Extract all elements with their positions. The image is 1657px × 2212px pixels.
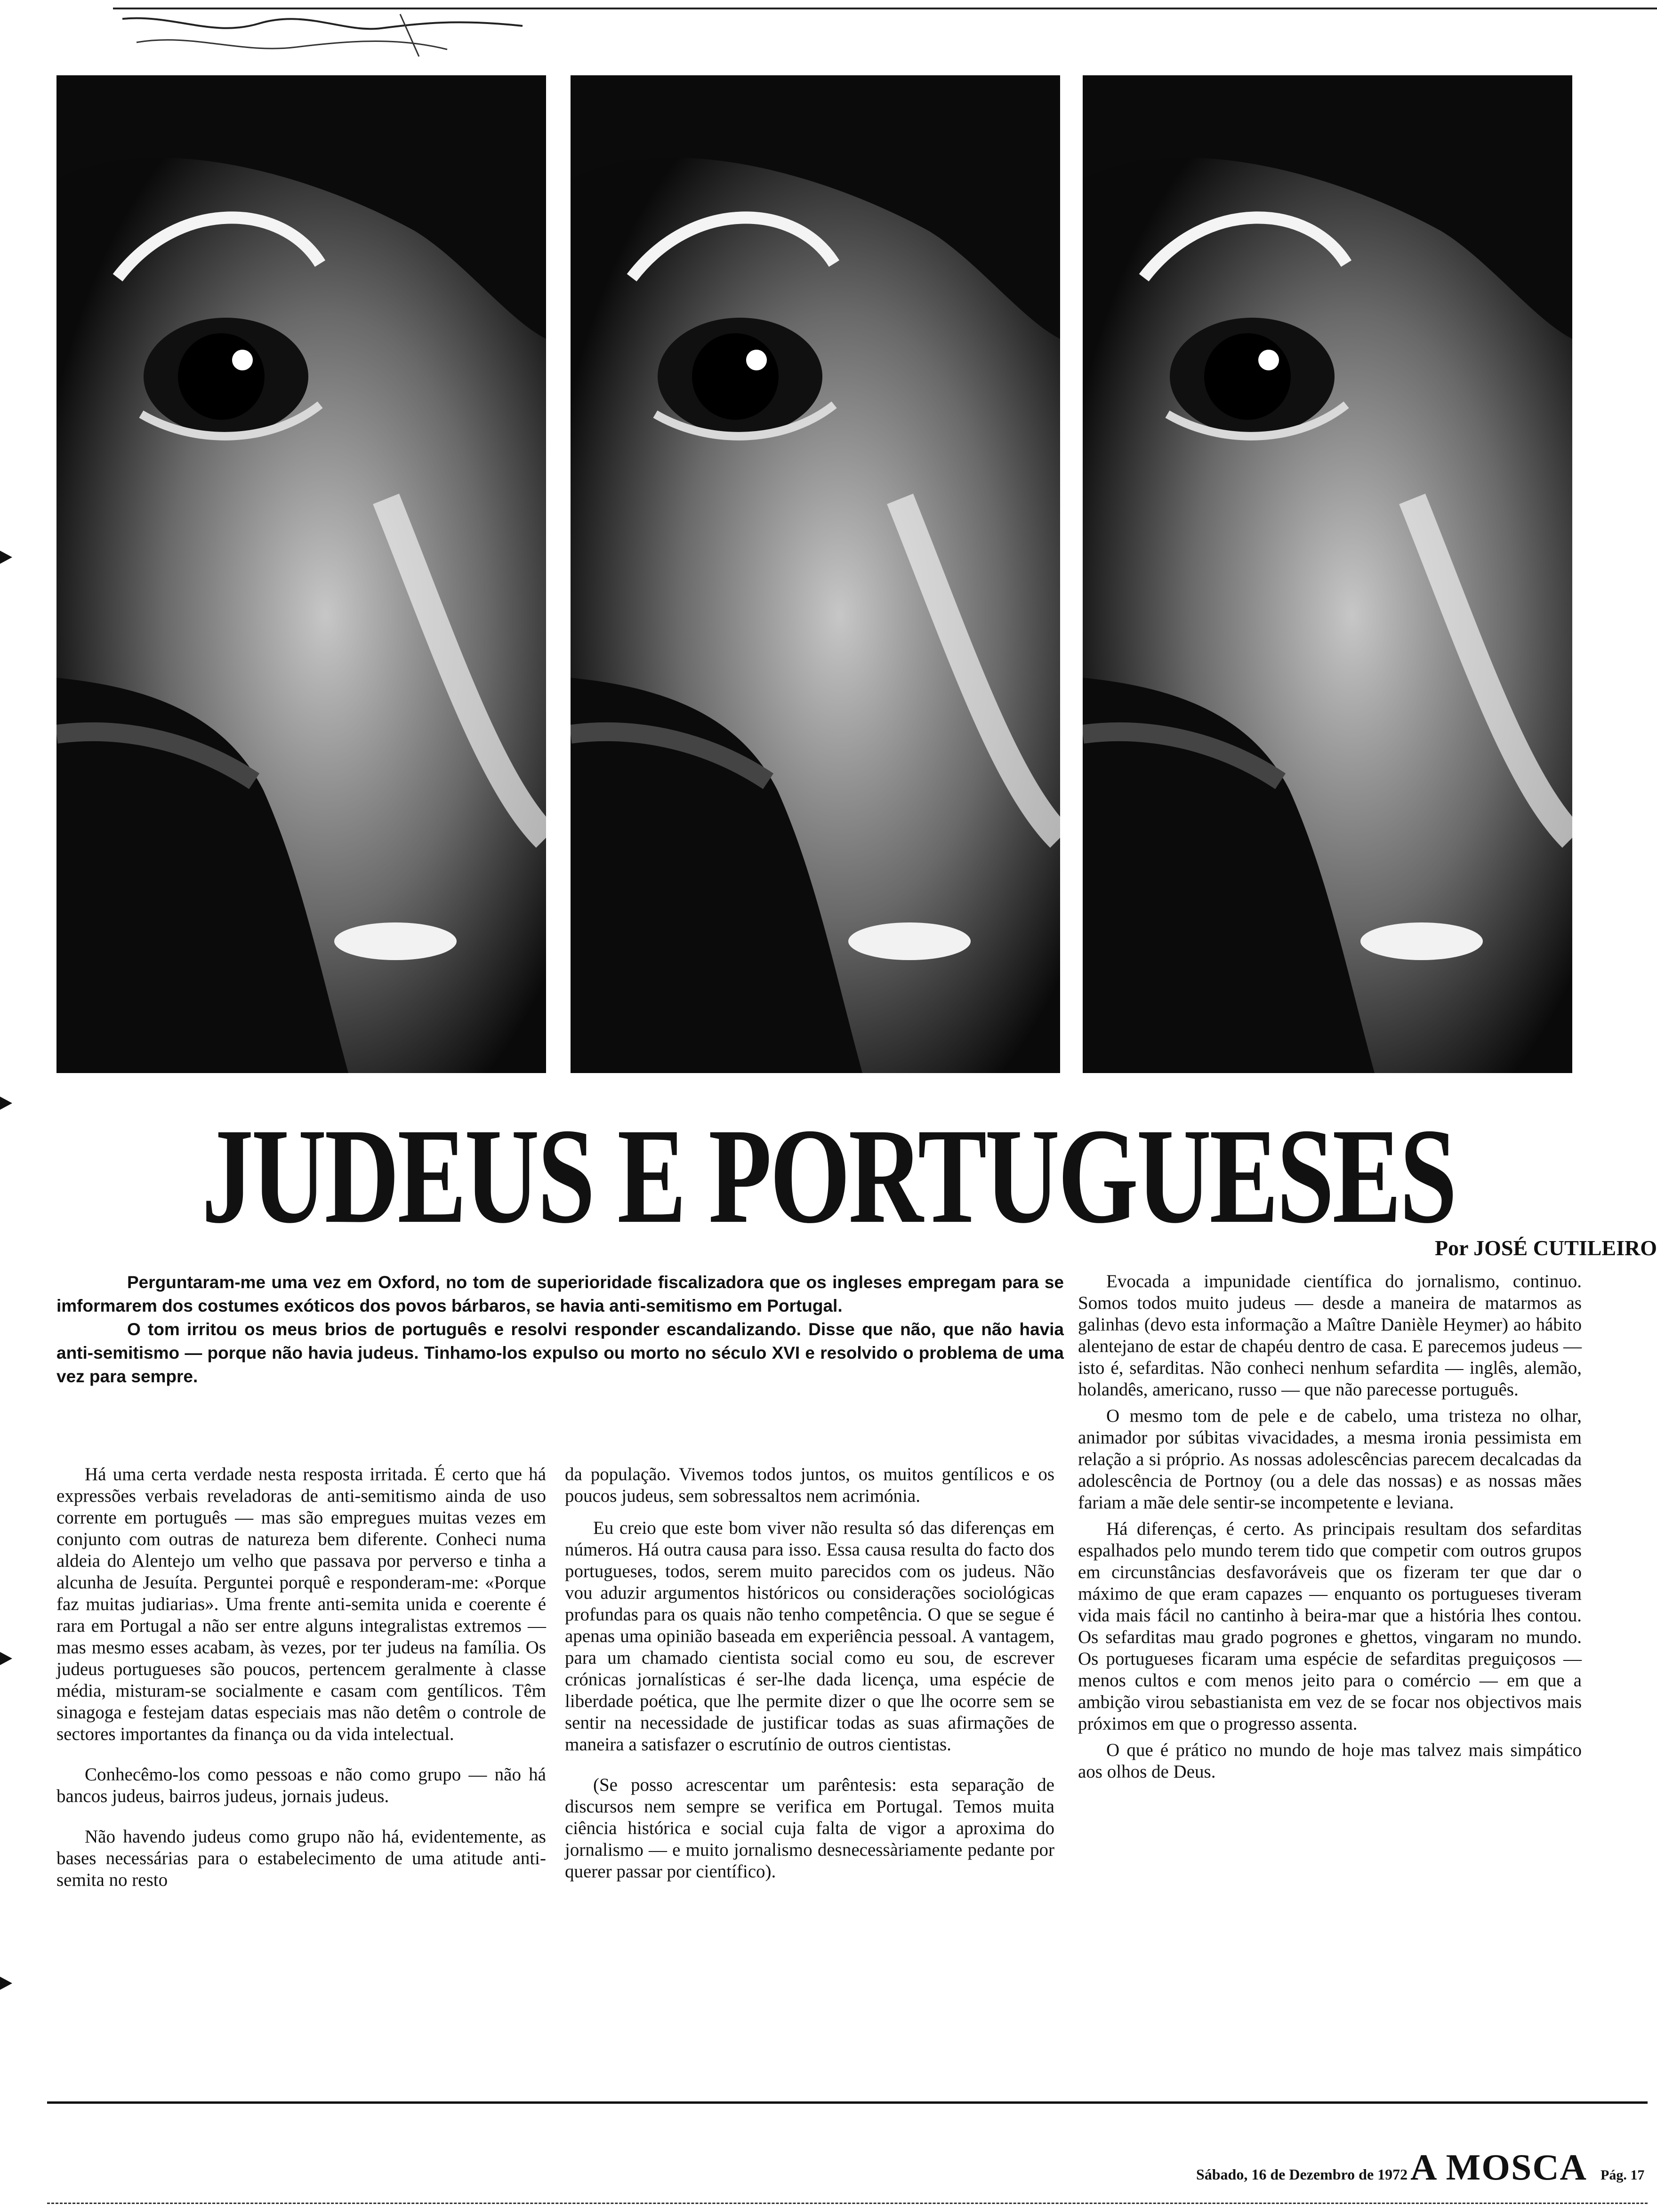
masthead: A MOSCA [1410,2147,1587,2188]
page-footer [56,2146,1657,2188]
margin-arrow-icon [0,1977,12,1990]
page-number: Pág. 17 [1601,2167,1645,2183]
margin-arrow-icon [0,551,12,564]
pen-scribble [118,9,541,61]
body-paragraph: O mesmo tom de pele e de cabelo, uma tristeza no olhar, animador por súbitas vivacidades, a mesma ironia pessimista em relação a si próprio. As nossas adolescências parecem decalcadas da adolescência de Portnoy (ou a dele das nossas) e as nossas mães fariam a mãe dele sentir-se incompetente e leviana. [1078,1406,1582,1513]
lead-paragraph: Perguntaram-me uma vez em Oxford, no tom de superioridade fiscalizadora que os ingleses empregam para se imformarem dos costumes exóticos dos povos bárbaros, se havia anti-semitismo em Portugal. [56,1273,1064,1315]
body-paragraph: Evocada a impunidade científica do jornalismo, continuo. Somos todos muito judeus — desde a maneira de matarmos as galinhas (devo esta informação a Maître Danièle Heymer) ao hábito alentejano de estar de chapéu dentro de casa. E parecemos judeus — isto é, sefarditas. Não conheci nenhum sefardita — inglês, alemão, holandês, americano, russo — que não parecesse português. [1078,1271,1582,1400]
body-paragraph: Não havendo judeus como grupo não há, evidentemente, as bases necessárias para o estabelecimento de uma atitude anti-semita no resto [56,1827,546,1890]
issue-date: Sábado, 16 de Dezembro de 1972 [1196,2166,1408,2183]
body-paragraph: Conhecêmo-los como pessoas e não como grupo — não há bancos judeus, bairros judeus, jornais judeus. [56,1764,546,1806]
margin-arrow-icon [0,1652,12,1665]
byline [73,1235,1657,1261]
body-paragraph: Há uma certa verdade nesta resposta irritada. É certo que há expressões verbais reveladoras de anti-semitismo ainda de uso corrente em português — mas são empregues muitas vezes em conjunto com outras de natureza bem diferente. Conheci numa aldeia do Alentejo um velho que passava por perverso e tinha a alcunha de Jesuíta. Perguntei porquê e responderam-me: «Porque faz muitas judiarias». Uma frente anti-semita unida e coerente é rara em Portugal a não ser entre alguns integralistas extremos — mas mesmo esses acabam, às vezes, por ter judeus na família. Os judeus portugueses são poucos, pertencem geralmente à classe média, misturam-se socialmente e casam com gentílicos. Têm sinagoga e festejam datas especiais mas não detêm o controle de sectores importantes da finança ou da vida intelectual. [56,1464,546,1744]
body-paragraph: Eu creio que este bom viver não resulta só das diferenças em números. Há outra causa para isso. Essa causa resulta do facto dos portugueses, todos, serem muito parecidos com os judeus. Não vou aduzir argumentos históricos ou considerações sociológicas profundas para os quais não tenho competência. O que se segue é apenas uma opinião baseada em experiência pessoal. A vantagem, para um chamado cientista social como eu sou, de escrever crónicas jornalísticas é ser-lhe dada licença, uma espécie de liberdade poética, que lhe permite dizer o que lhe ocorre sem se sentir na necessidade de justificar todas as suas afirmações de maneira a satisfazer o escrutínio de outros cientistas. [565,1518,1054,1755]
body-paragraph: (Se posso acrescentar um parêntesis: esta separação de discursos nem sempre se verifica em Portugal. Temos muita ciência histórica e social cuja falta de vigor a aproxima do jornalismo — e muito jornalismo desnecessàriamente pedante por querer passar por científico). [565,1775,1054,1882]
author-name: Por JOSÉ CUTILEIRO [1434,1236,1657,1260]
text-column-2 [565,1464,1054,1893]
lead-paragraph: O tom irritou os meus brios de português e resolvi responder escandalizando. Disse que não, que não havia anti-semitismo — porque não havia judeus. Tinhamo-los expulso ou morto no século XVI e resolvido o problema de uma vez para sempre. [56,1320,1064,1386]
text-column-3 [1078,1271,1582,1787]
body-paragraph: da população. Vivemos todos juntos, os muitos gentílicos e os poucos judeus, sem sobressaltos nem acrimónia. [565,1464,1054,1506]
body-paragraph: O que é prático no mundo de hoje mas talvez mais simpático aos olhos de Deus. [1078,1740,1582,1782]
text-column-1 [56,1464,546,1901]
body-paragraph: Há diferenças, é certo. As principais resultam dos sefarditas espalhados pelo mundo terem tido que competir com outros grupos em circunstâncias desfavoráveis que os fizeram ter que dar o máximo de que eram capazes — enquanto os portugueses tiveram vida mais fácil no cantinho à beira-mar que a história lhes contou. Os sefarditas mau grado pogrones e ghettos, vingaram no mundo. Os portugueses ficaram uma espécie de sefarditas preguiçosos — menos cultos e com menos jeito para o comércio — em que a ambição virou sebastianista em vez de se focar nos objectivos mais próximos em que o progresso assenta. [1078,1519,1582,1734]
face-photo-right [1083,75,1572,1073]
article-lead [56,1271,1064,1388]
face-photo-left [56,75,546,1073]
article-headline: JUDEUS E PORTUGUESES [201,1100,1456,1252]
bottom-edge [47,2203,1648,2204]
footer-rule [47,2101,1648,2104]
face-photo-center [571,75,1060,1073]
